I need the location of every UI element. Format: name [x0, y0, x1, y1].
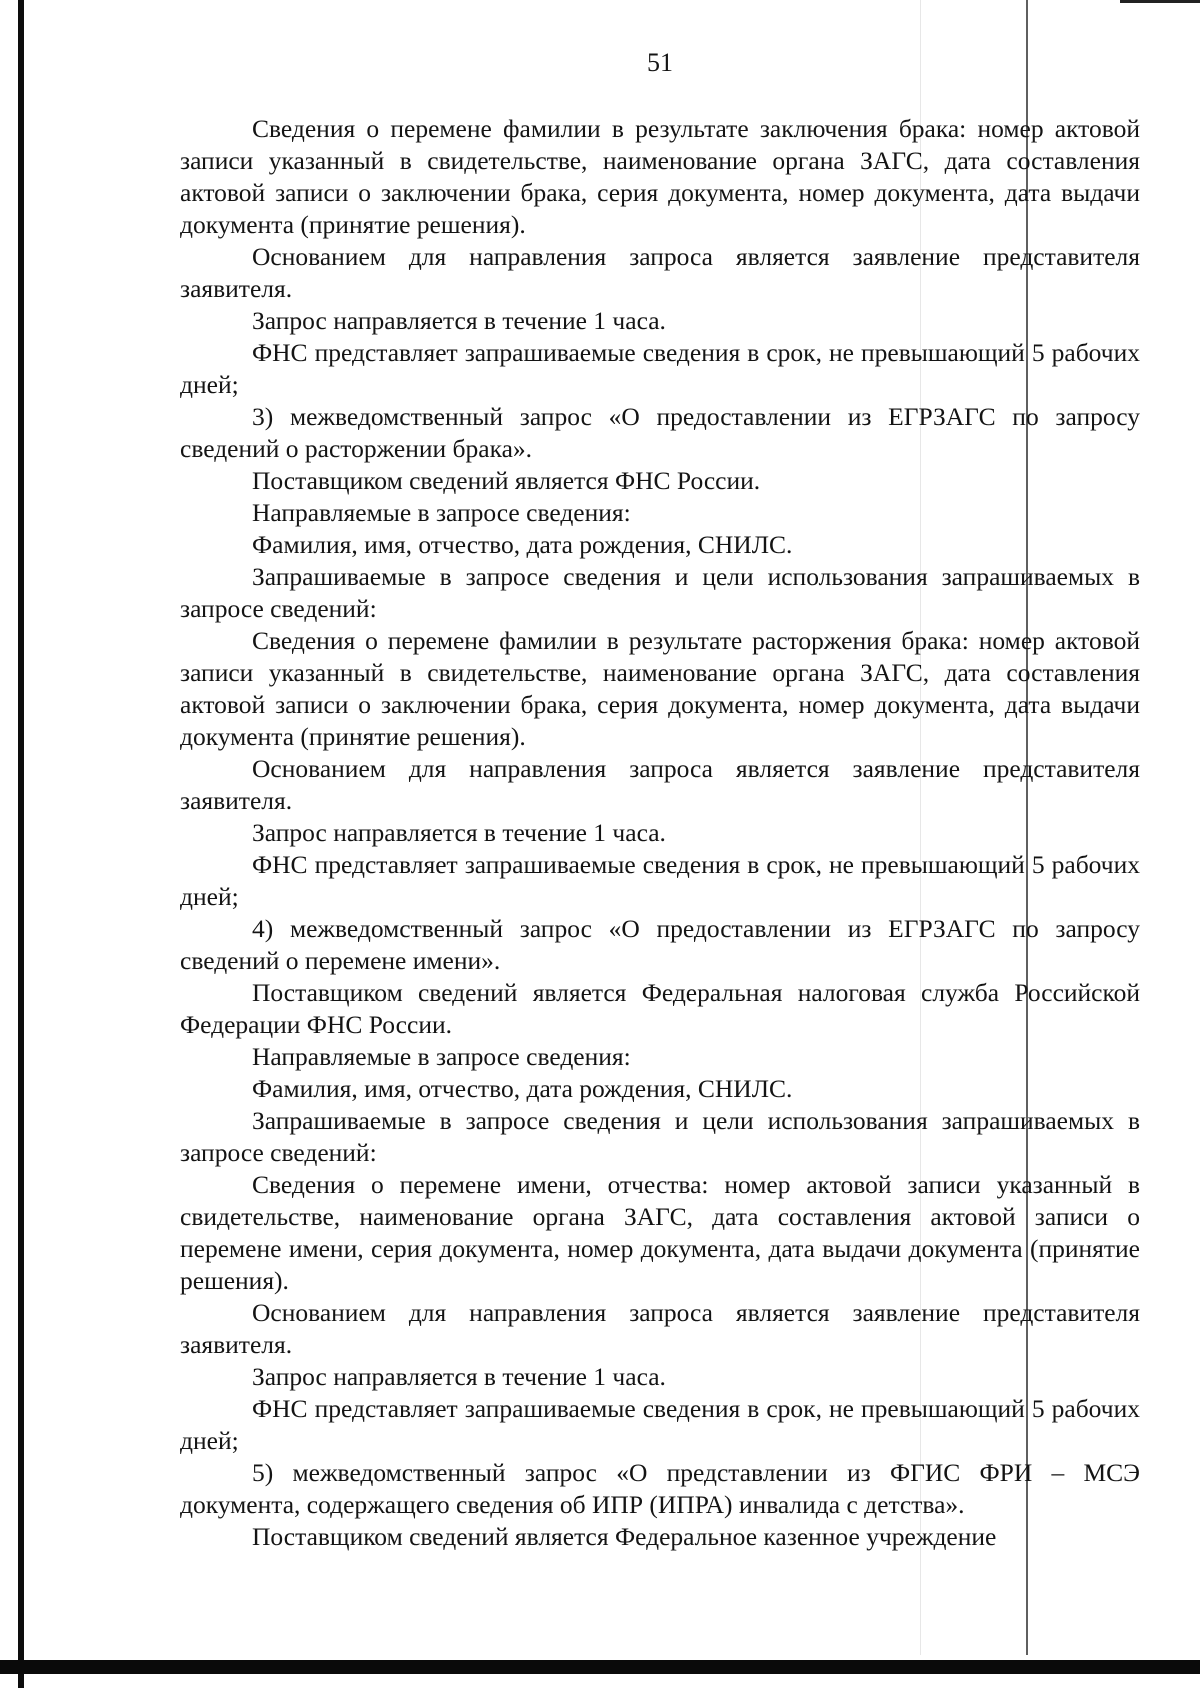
scan-left-edge	[18, 0, 24, 1688]
paragraph: Фамилия, имя, отчество, дата рождения, СНИЛС.	[252, 1074, 793, 1103]
document-body	[180, 113, 1140, 1553]
paragraph: 3) межведомственный запрос «О предоставлении из ЕГРЗАГС по запросу сведений о расторжении брака».	[180, 402, 1140, 463]
paragraph: Сведения о перемене имени, отчества: номер актовой записи указанный в свидетельстве, наименование органа ЗАГС, дата составления актовой записи о перемене имени, серия документа, номер документа, дата выдачи документа (принятие решения).	[180, 1170, 1140, 1295]
paragraph: Основанием для направления запроса является заявление представителя заявителя.	[180, 1298, 1140, 1359]
scan-bottom-edge	[0, 1660, 1200, 1674]
paragraph: Сведения о перемене фамилии в результате заключения брака: номер актовой записи указанный в свидетельстве, наименование органа ЗАГС, дата составления актовой записи о заключении брака, серия документа, номер документа, дата выдачи документа (принятие решения).	[180, 114, 1140, 239]
paragraph: Поставщиком сведений является Федеральное казенное учреждение	[252, 1522, 997, 1551]
paragraph: ФНС представляет запрашиваемые сведения в срок, не превышающий 5 рабочих дней;	[180, 1394, 1140, 1455]
paragraph: Основанием для направления запроса является заявление представителя заявителя.	[180, 754, 1140, 815]
paragraph: Запрашиваемые в запросе сведения и цели использования запрашиваемых в запросе сведений:	[180, 1106, 1140, 1167]
paragraph: Направляемые в запросе сведения:	[252, 498, 631, 527]
paragraph: Основанием для направления запроса является заявление представителя заявителя.	[180, 242, 1140, 303]
paragraph: ФНС представляет запрашиваемые сведения в срок, не превышающий 5 рабочих дней;	[180, 338, 1140, 399]
scan-top-rule	[1120, 0, 1200, 3]
paragraph: Запрос направляется в течение 1 часа.	[252, 818, 666, 847]
paragraph: Запрос направляется в течение 1 часа.	[252, 1362, 666, 1391]
paragraph: Запрашиваемые в запросе сведения и цели использования запрашиваемых в запросе сведений:	[180, 562, 1140, 623]
paragraph: Поставщиком сведений является ФНС России.	[252, 466, 761, 495]
paragraph: Фамилия, имя, отчество, дата рождения, СНИЛС.	[252, 530, 793, 559]
paragraph: ФНС представляет запрашиваемые сведения в срок, не превышающий 5 рабочих дней;	[180, 850, 1140, 911]
paragraph: Сведения о перемене фамилии в результате расторжения брака: номер актовой записи указанный в свидетельстве, наименование органа ЗАГС, дата составления актовой записи о заключении брака, серия документа, номер документа, дата выдачи документа (принятие решения).	[180, 626, 1140, 751]
paragraph: 5) межведомственный запрос «О представлении из ФГИС ФРИ – МСЭ документа, содержащего сведения об ИПР (ИПРА) инвалида с детства».	[180, 1458, 1140, 1519]
paragraph: Поставщиком сведений является Федеральная налоговая служба Российской Федерации ФНС России.	[180, 978, 1140, 1039]
page-number: 51	[647, 48, 673, 77]
paragraph: Запрос направляется в течение 1 часа.	[252, 306, 666, 335]
paragraph: 4) межведомственный запрос «О предоставлении из ЕГРЗАГС по запросу сведений о перемене имени».	[180, 914, 1140, 975]
paragraph: Направляемые в запросе сведения:	[252, 1042, 631, 1071]
